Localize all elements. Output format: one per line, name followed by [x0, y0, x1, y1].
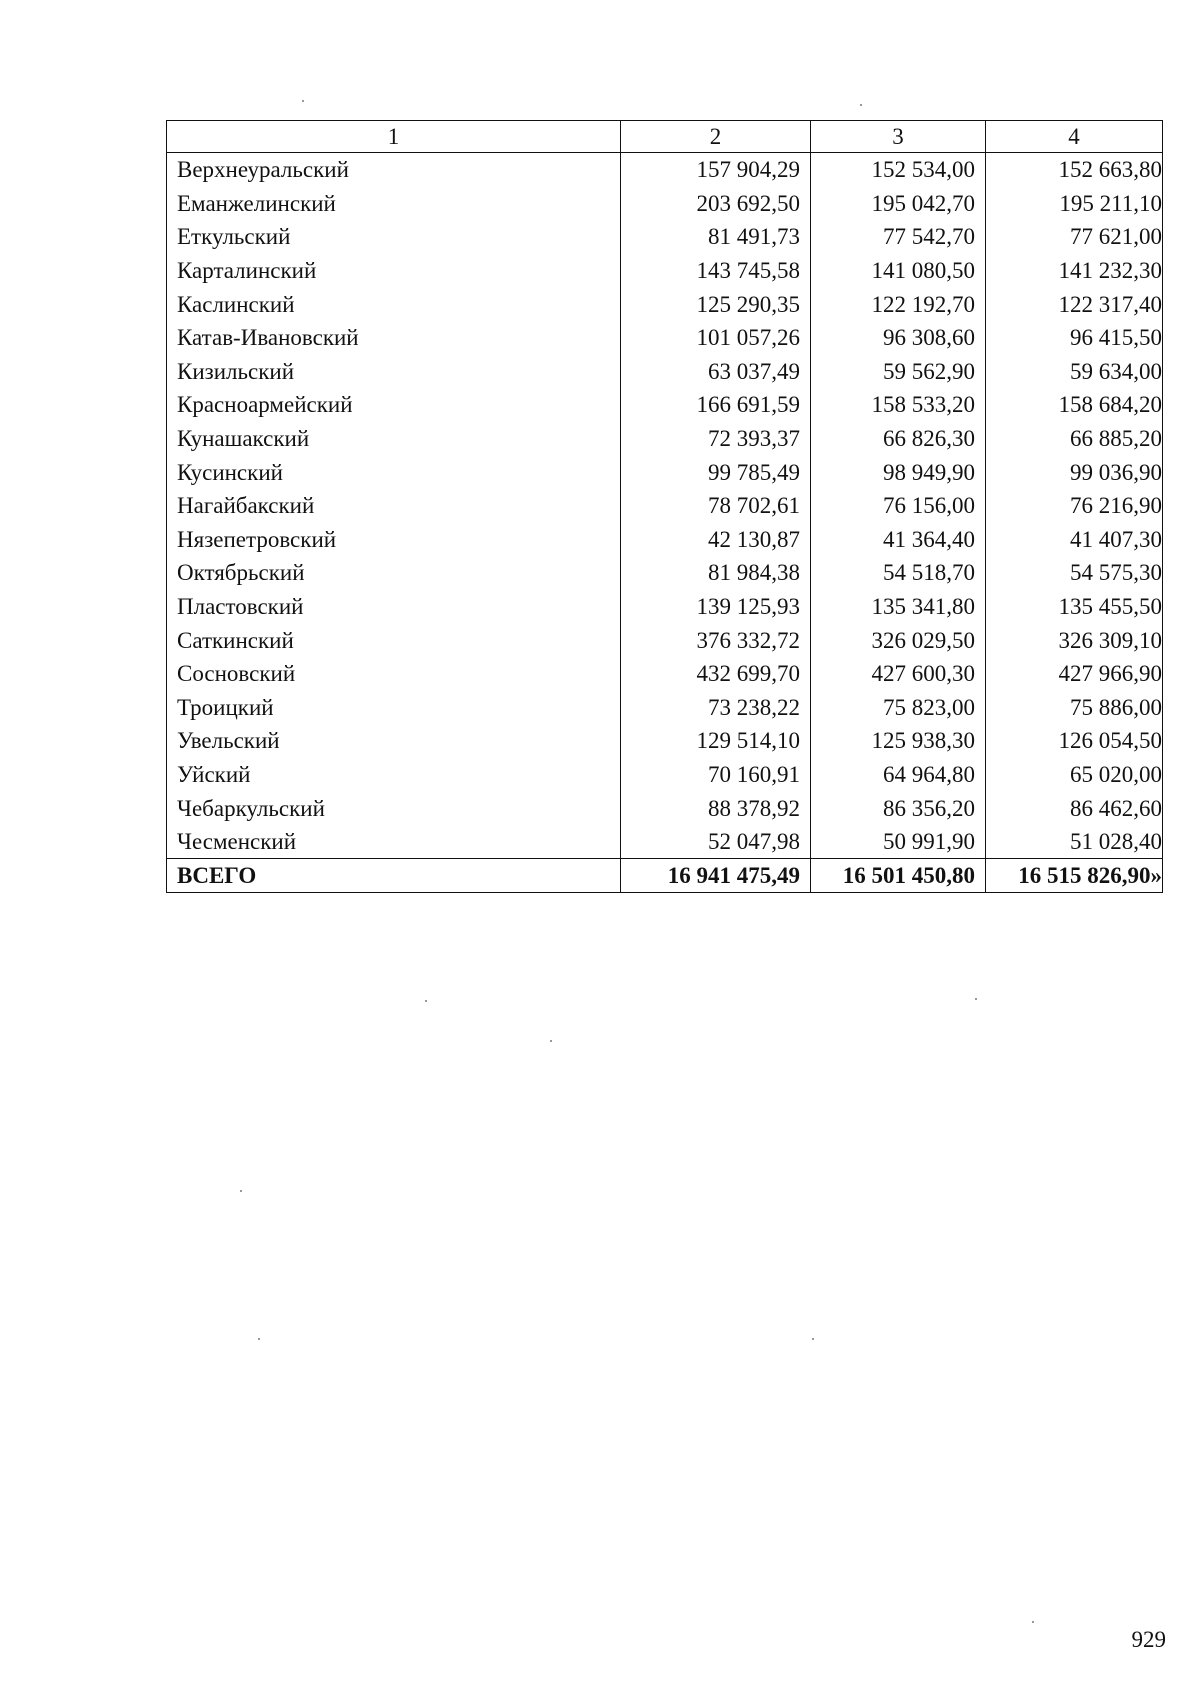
table-body — [167, 153, 1163, 859]
table-row — [167, 556, 1163, 590]
value-cell-col4: 66 885,20 — [986, 422, 1163, 456]
district-name-cell: Кунашакский — [167, 422, 621, 456]
total-cell-col2: 16 941 475,49 — [621, 859, 811, 893]
total-cell-col4: 16 515 826,90» — [986, 859, 1163, 893]
value-cell-col2: 81 491,73 — [621, 220, 811, 254]
table-row — [167, 791, 1163, 825]
value-cell-col3: 86 356,20 — [811, 791, 986, 825]
table-row — [167, 321, 1163, 355]
value-cell-col4: 65 020,00 — [986, 758, 1163, 792]
value-cell-col4: 195 211,10 — [986, 187, 1163, 221]
value-cell-col4: 96 415,50 — [986, 321, 1163, 355]
value-cell-col3: 59 562,90 — [811, 355, 986, 389]
value-cell-col4: 86 462,60 — [986, 791, 1163, 825]
table-row — [167, 153, 1163, 187]
scan-speck — [975, 998, 977, 1000]
value-cell-col3: 125 938,30 — [811, 724, 986, 758]
value-cell-col4: 77 621,00 — [986, 220, 1163, 254]
value-cell-col4: 326 309,10 — [986, 623, 1163, 657]
value-cell-col3: 54 518,70 — [811, 556, 986, 590]
value-cell-col2: 72 393,37 — [621, 422, 811, 456]
district-name-cell: Троицкий — [167, 691, 621, 725]
value-cell-col3: 195 042,70 — [811, 187, 986, 221]
value-cell-col2: 81 984,38 — [621, 556, 811, 590]
scan-speck — [812, 1338, 814, 1340]
district-name-cell: Чебаркульский — [167, 791, 621, 825]
value-cell-col3: 75 823,00 — [811, 691, 986, 725]
value-cell-col4: 141 232,30 — [986, 254, 1163, 288]
district-name-cell: Октябрьский — [167, 556, 621, 590]
table-row — [167, 523, 1163, 557]
value-cell-col2: 70 160,91 — [621, 758, 811, 792]
value-cell-col3: 64 964,80 — [811, 758, 986, 792]
value-cell-col2: 157 904,29 — [621, 153, 811, 187]
value-cell-col4: 99 036,90 — [986, 455, 1163, 489]
value-cell-col2: 78 702,61 — [621, 489, 811, 523]
district-name-cell: Кусинский — [167, 455, 621, 489]
scan-speck — [258, 1338, 260, 1340]
value-cell-col3: 152 534,00 — [811, 153, 986, 187]
value-cell-col4: 427 966,90 — [986, 657, 1163, 691]
value-cell-col3: 158 533,20 — [811, 388, 986, 422]
value-cell-col3: 427 600,30 — [811, 657, 986, 691]
scan-speck — [425, 1000, 427, 1002]
scan-speck — [1032, 1621, 1034, 1623]
value-cell-col3: 66 826,30 — [811, 422, 986, 456]
value-cell-col3: 41 364,40 — [811, 523, 986, 557]
value-cell-col4: 152 663,80 — [986, 153, 1163, 187]
table-row — [167, 187, 1163, 221]
value-cell-col4: 158 684,20 — [986, 388, 1163, 422]
table-row — [167, 724, 1163, 758]
district-name-cell: Красноармейский — [167, 388, 621, 422]
value-cell-col3: 98 949,90 — [811, 455, 986, 489]
district-name-cell: Саткинский — [167, 623, 621, 657]
table-row — [167, 657, 1163, 691]
value-cell-col2: 42 130,87 — [621, 523, 811, 557]
district-name-cell: Карталинский — [167, 254, 621, 288]
value-cell-col3: 96 308,60 — [811, 321, 986, 355]
value-cell-col3: 77 542,70 — [811, 220, 986, 254]
table-row — [167, 623, 1163, 657]
value-cell-col2: 203 692,50 — [621, 187, 811, 221]
value-cell-col2: 52 047,98 — [621, 825, 811, 859]
total-cell-col3: 16 501 450,80 — [811, 859, 986, 893]
value-cell-col3: 50 991,90 — [811, 825, 986, 859]
header-cell-2: 2 — [621, 121, 811, 153]
value-cell-col4: 51 028,40 — [986, 825, 1163, 859]
district-name-cell: Верхнеуральский — [167, 153, 621, 187]
district-name-cell: Увельский — [167, 724, 621, 758]
value-cell-col2: 99 785,49 — [621, 455, 811, 489]
district-name-cell: Кизильский — [167, 355, 621, 389]
value-cell-col2: 125 290,35 — [621, 287, 811, 321]
total-row — [167, 859, 1163, 893]
value-cell-col2: 432 699,70 — [621, 657, 811, 691]
value-cell-col3: 135 341,80 — [811, 590, 986, 624]
table-row — [167, 388, 1163, 422]
table-row — [167, 489, 1163, 523]
page-number: 929 — [1131, 1627, 1166, 1652]
table-row — [167, 287, 1163, 321]
header-row — [167, 121, 1163, 153]
table-row — [167, 355, 1163, 389]
table-row — [167, 455, 1163, 489]
total-label: ВСЕГО — [167, 859, 621, 893]
table-row — [167, 825, 1163, 859]
value-cell-col4: 135 455,50 — [986, 590, 1163, 624]
scan-speck — [860, 104, 862, 106]
district-name-cell: Катав-Ивановский — [167, 321, 621, 355]
value-cell-col4: 59 634,00 — [986, 355, 1163, 389]
value-cell-col2: 376 332,72 — [621, 623, 811, 657]
value-cell-col2: 143 745,58 — [621, 254, 811, 288]
value-cell-col3: 76 156,00 — [811, 489, 986, 523]
value-cell-col2: 101 057,26 — [621, 321, 811, 355]
header-cell-4: 4 — [986, 121, 1163, 153]
table-row — [167, 691, 1163, 725]
value-cell-col2: 73 238,22 — [621, 691, 811, 725]
value-cell-col3: 326 029,50 — [811, 623, 986, 657]
value-cell-col2: 129 514,10 — [621, 724, 811, 758]
district-name-cell: Нязепетровский — [167, 523, 621, 557]
value-cell-col2: 63 037,49 — [621, 355, 811, 389]
scan-speck — [302, 100, 304, 102]
district-name-cell: Чесменский — [167, 825, 621, 859]
district-name-cell: Нагайбакский — [167, 489, 621, 523]
budget-table — [166, 120, 1163, 893]
table-row — [167, 758, 1163, 792]
header-cell-3: 3 — [811, 121, 986, 153]
value-cell-col4: 75 886,00 — [986, 691, 1163, 725]
district-name-cell: Сосновский — [167, 657, 621, 691]
value-cell-col4: 122 317,40 — [986, 287, 1163, 321]
table-row — [167, 220, 1163, 254]
table-row — [167, 422, 1163, 456]
district-name-cell: Уйский — [167, 758, 621, 792]
district-name-cell: Еманжелинский — [167, 187, 621, 221]
value-cell-col3: 141 080,50 — [811, 254, 986, 288]
value-cell-col3: 122 192,70 — [811, 287, 986, 321]
value-cell-col4: 41 407,30 — [986, 523, 1163, 557]
district-name-cell: Каслинский — [167, 287, 621, 321]
district-name-cell: Пластовский — [167, 590, 621, 624]
value-cell-col2: 88 378,92 — [621, 791, 811, 825]
value-cell-col2: 166 691,59 — [621, 388, 811, 422]
value-cell-col4: 54 575,30 — [986, 556, 1163, 590]
value-cell-col4: 126 054,50 — [986, 724, 1163, 758]
district-name-cell: Еткульский — [167, 220, 621, 254]
scan-speck — [240, 1190, 242, 1192]
value-cell-col2: 139 125,93 — [621, 590, 811, 624]
table-row — [167, 254, 1163, 288]
value-cell-col4: 76 216,90 — [986, 489, 1163, 523]
scan-speck — [550, 1040, 552, 1042]
table-row — [167, 590, 1163, 624]
header-cell-1: 1 — [167, 121, 621, 153]
